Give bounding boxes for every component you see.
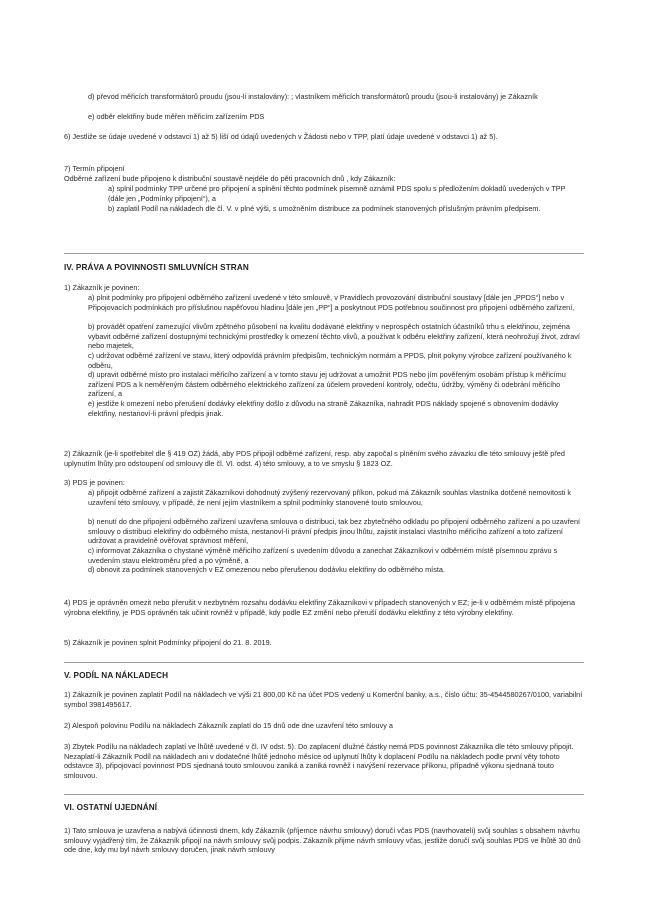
s5-paragraph-3: 3) Zbytek Podílu na nákladech zaplatí ve lhůtě uvedené v čl. IV odst. 5). Do zaplacení dlužné částky nemá PDS povinnost Zákazníka dle této smlouvy připojit. Nezaplatí-li Zákazník Podíl na nákladech ani v dodatečné lhůtě jednoho měsíce od uplynutí lhůty k doplacení Podílu na nákladech podle první věty tohoto odstavce 3), připojovací povinnost PDS sjednaná touto smlouvou zaniká a zaniká rovněž i navýšení rezervace příkonu, případně výkonu sjednaná touto smlouvou. <box>64 742 574 780</box>
s6-paragraph-1: 1) Tato smlouva je uzavřena a nabývá účinnosti dnem, kdy Zákazník (příjemce návrhu smlouvy) doručí včas PDS (navrhovateli) svůj souhlas s obsahem návrhu smlouvy vyjádřený tím, že Zákazník připojí na návrh smlouvy svůj podpis. Zákazník přijme návrh smlouvy včas, jestliže doručí svůj souhlas PDS ve lhůtě 30 dnů ode dne, kdy mu byl návrh smlouvy doručen, jinak návrh smlouvy <box>64 826 581 855</box>
section-divider <box>64 794 584 795</box>
list-item: a) plnit podmínky pro připojení odběrného zařízení uvedené v této smlouvě, v Pravidlech provozování distribuční soustavy [dále jen „PPDS“] nebo v Připojovacích podmínkách pro příslušnou napěťovou hladinu [dále jen „PP“] a poskytnout PDS potřebnou součinnost pro připojení odběrného zařízení, <box>88 293 575 312</box>
list-item: d) upravit odběrné místo pro instalaci měřicího zařízení a v tomto stavu jej udržovat a umožnit PDS nebo jím pověřeným osobám přístup k měřicímu zařízení PDS a k neměřeným částem odběrného elektrického zařízení za účelem provedení kontroly, odečtu, údržby, výměny či odebrání měřicího zařízení, a <box>88 370 566 399</box>
list-item: b) provádět opatření zamezující vlivům zpětného působení na kvalitu dodávané elektřiny v neprospěch ostatních účastníků trhu s elektřinou, zejména vybavit odběrné zařízení dostupnými technickými prostředky k omezení těchto vlivů, a používat k odběru elektřiny zařízení, která neohrožují život, zdraví nebo majetek, <box>88 322 580 351</box>
s4-paragraph-2: 2) Zákazník (je-li spotřebitel dle § 419 OZ) žádá, aby PDS připojil odběrné zařízení, resp. aby započal s plněním svého závazku dle této smlouvy ještě před uplynutím lhůty pro odstoupení od smlouvy dle čl. VI. odst. 4) této smlouvy, a to ve smyslu § 1823 OZ. <box>64 449 565 468</box>
paragraph-d: d) převod měřicích transformátorů proudu (jsou-li instalovány): ; vlastníkem měřicích transformátorů proudu (jsou-li instalovány) je Zákazník <box>88 92 538 101</box>
section-divider <box>64 662 584 663</box>
section-4-title: IV. PRÁVA A POVINNOSTI SMLUVNÍCH STRAN <box>64 263 249 272</box>
paragraph-e: e) odběr elektřiny bude měřen měřicím zařízením PDS <box>88 112 265 121</box>
section-6-title: VI. OSTATNÍ UJEDNÁNÍ <box>64 803 158 812</box>
s4-p1-list <box>88 293 583 419</box>
s5-paragraph-2: 2) Alespoň polovinu Podílu na nákladech Zákazník zaplatí do 15 dnů ode dne uzavření této smlouvy a <box>64 721 393 730</box>
paragraph-7-title: 7) Termín připojení <box>64 164 125 173</box>
s5-paragraph-1: 1) Zákazník je povinen zaplatit Podíl na nákladech ve výši 21 800,00 Kč na účet PDS vedený u Komerční banky, a.s., číslo účtu: 35-4544580267/0100, variabilní symbol 3981495617. <box>64 690 583 709</box>
paragraph-7-text: Odběrné zařízení bude připojeno k distribuční soustavě nejdéle do pěti pracovních dnů , kdy Zákazník: <box>64 174 396 183</box>
list-item: a) připojit odběrné zařízení a zajistit Zákazníkovi dohodnutý zvýšený rezervovaný příkon, pokud má Zákazník souhlas vlastníka dotčené nemovitosti k uzavření této smlouvy, v případě, že není jejím vlastníkem a splnil podmínky stanovené touto smlouvou, <box>88 488 572 507</box>
paragraph-6: 6) Jestliže se údaje uvedené v odstavci 1) až 5) liší od údajů uvedených v Žádosti nebo v TPP, platí údaje uvedené v odstavci 1) až 5). <box>64 132 498 141</box>
s4-paragraph-3: 3) PDS je povinen: <box>64 478 125 487</box>
s4-p3-list <box>88 488 583 575</box>
list-item: b) nenutí do dne připojení odběrného zařízení uzavřena smlouva o distribuci, tak bez zbytečného odkladu po připojení odběrného zařízení a po uzavření smlouvy o distribuci elektřiny do odběrného místa, nestanoví-li právní předpis jinou lhůtu, zajistit instalaci vlastního měřicího zařízení a toto zařízení udržovat a pravidelně ověřovat správnost měření, <box>88 517 581 546</box>
s4-paragraph-4: 4) PDS je oprávněn omezit nebo přerušit v nezbytném rozsahu dodávku elektřiny Zákazníkovi v případech stanovených v EZ; je-li v odběrném místě připojena výrobna elektřiny, je PDS oprávněn tak učinit rovněž v případě, kdy podle EZ změní nebo přeruší dodávku elektřiny z této výrobny elektřiny. <box>64 598 576 617</box>
list-item: c) udržovat odběrné zařízení ve stavu, který odpovídá právním předpisům, technickým normám a PPDS, plnit pokyny výrobce zařízení používaného k odběru, <box>88 351 572 370</box>
list-item: e) jestliže k omezení nebo přerušení dodávky elektřiny došlo z důvodu na straně Zákazníka, nahradit PDS náklady spojené s obnovením dodávky elektřiny, nestanoví-li právní předpis jinak. <box>88 399 559 418</box>
section-5-title: V. PODÍL NA NÁKLADECH <box>64 671 169 680</box>
paragraph-7-a: a) splnil podmínky TPP určené pro připojení a splnění těchto podmínek písemně oznámil PDS spolu s předložením dokladů uvedených v TPP (dále jen „Podmínky připojení“), a <box>108 184 566 203</box>
section-divider <box>64 253 584 254</box>
paragraph-7-b: b) zaplatil Podíl na nákladech dle čl. V. v plné výši, s umožněním distribuce za podmínek stanovených příslušným právním předpisem. <box>108 204 541 213</box>
s4-paragraph-5: 5) Zákazník je povinen splnit Podmínky připojení do 21. 8. 2019. <box>64 638 272 647</box>
list-item: d) obnovit za podmínek stanovených v EZ omezenou nebo přerušenou dodávku elektřiny do odběrného místa. <box>88 565 445 574</box>
s4-paragraph-1: 1) Zákazník je povinen: <box>64 283 140 292</box>
list-item: c) informovat Zákazníka o chystané výměně měřicího zařízení s uvedením důvodu a zanechat Zákazníkovi v odběrném místě písemnou zprávu s uvedením stavu elektroměru před a po výměně, a <box>88 546 558 565</box>
